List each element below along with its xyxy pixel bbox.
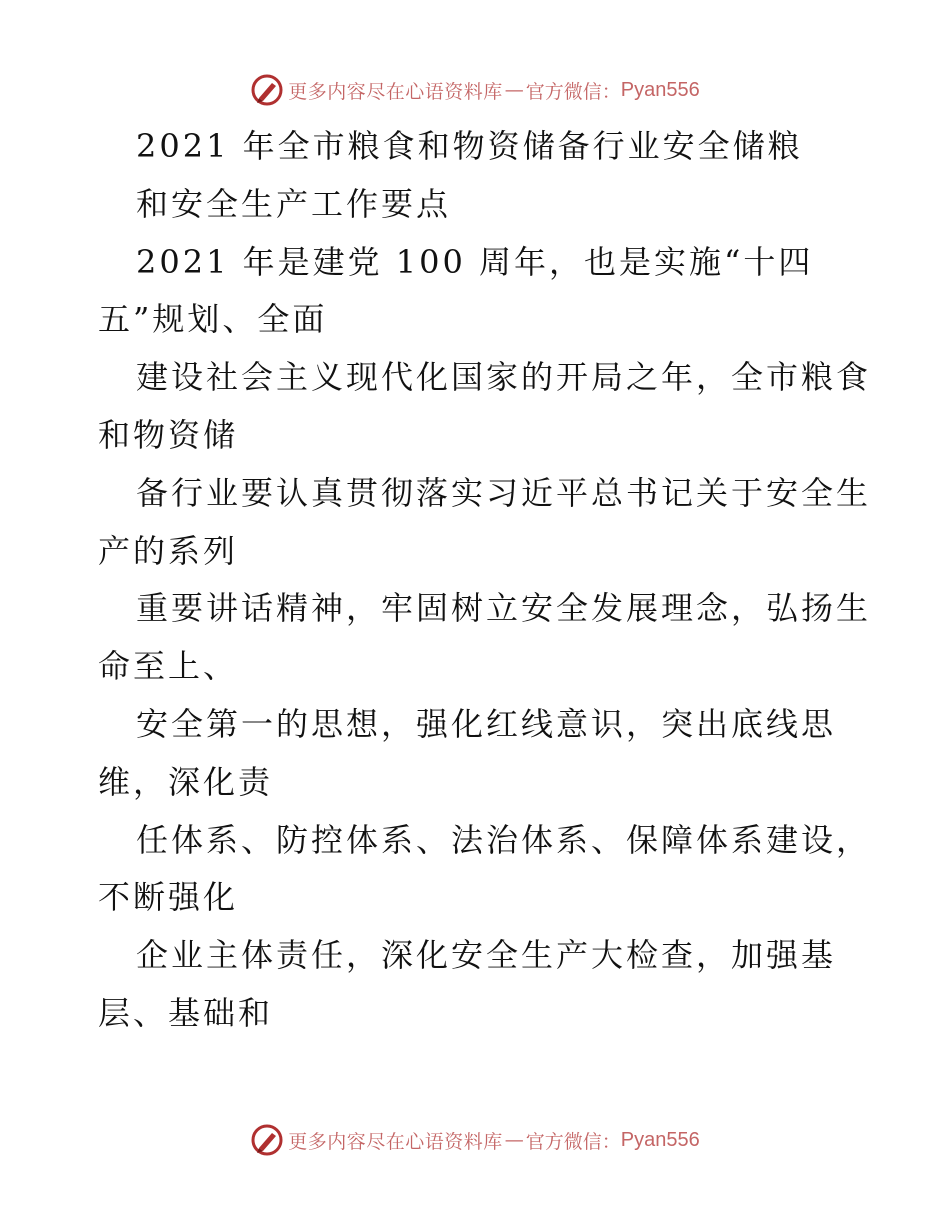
banner-text: 更多内容尽在心语资料库: [288, 80, 503, 103]
paragraph-line: 产的系列: [98, 531, 239, 570]
paragraph-line: 建设社会主义现代化国家的开局之年，全市粮食: [136, 358, 872, 397]
paragraph-line: 五”规划、全面: [98, 300, 328, 339]
paragraph-line: 层、基础和: [98, 993, 274, 1032]
wechat-label: 官方微信：: [525, 1130, 621, 1153]
footer-banner: [0, 1120, 950, 1160]
paragraph-line: 备行业要认真贯彻落实习近平总书记关于安全生: [136, 473, 872, 512]
paragraph-line: 2021 年是建党 100 周年，也是实施“十四: [136, 242, 814, 281]
title-line-1: 2021 年全市粮食和物资储备行业安全储粮: [136, 127, 803, 165]
paragraph-line: 安全第一的思想，强化红线意识，突出底线思: [136, 704, 837, 743]
wechat-id: Pyan556: [620, 1128, 700, 1151]
paragraph-line: 不断强化: [98, 878, 239, 917]
banner-text: 更多内容尽在心语资料库: [288, 1130, 503, 1153]
paragraph-line: 和物资储: [98, 415, 239, 454]
paragraph-line: 维，深化责: [98, 762, 274, 801]
paragraph-line: 命至上、: [98, 647, 239, 686]
wechat-id: Pyan556: [620, 78, 700, 101]
banner-separator: —: [504, 1129, 524, 1151]
document-body: [98, 118, 878, 1043]
paragraph-line: 重要讲话精神，牢固树立安全发展理念，弘扬生: [136, 589, 872, 628]
paragraph-line: 企业主体责任，深化安全生产大检查，加强基: [136, 936, 837, 975]
wechat-label: 官方微信：: [525, 80, 621, 103]
pen-logo-icon: [250, 1123, 284, 1157]
banner-separator: —: [504, 79, 524, 101]
header-banner: [0, 70, 950, 110]
pen-logo-icon: [250, 73, 284, 107]
title-line-2: 和安全生产工作要点: [136, 184, 452, 223]
paragraph-line: 任体系、防控体系、法治体系、保障体系建设，: [136, 820, 872, 859]
